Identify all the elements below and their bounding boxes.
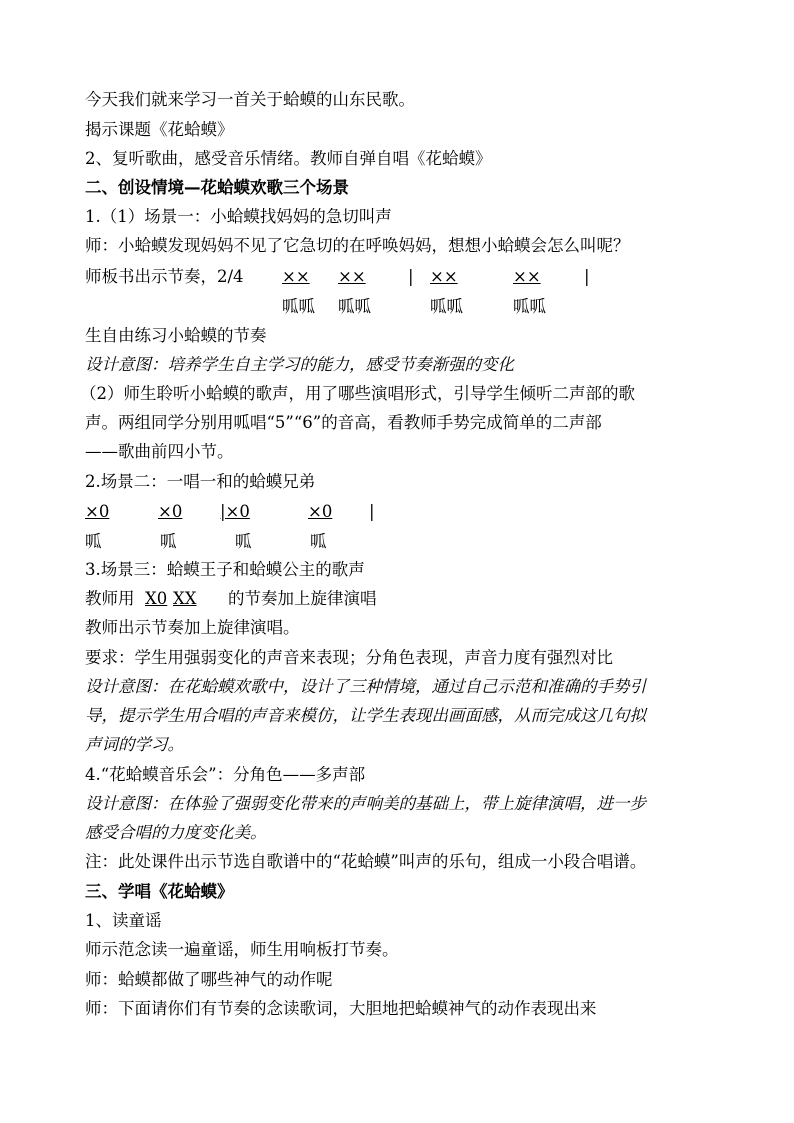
text-line: 师：小蛤蟆发现妈妈不见了它急切的在呼唤妈妈，想想小蛤蟆会怎么叫呢？ [85, 236, 630, 255]
rhythm-note: ×× [282, 267, 310, 286]
design-intent: 设计意图：培养学生自主学习的能力，感受节奏渐强的变化 [85, 355, 514, 374]
text-line: 今天我们就来学习一首关于蛤蟆的山东民歌。 [85, 90, 415, 109]
rhythm-lyric: 呱呱 [338, 297, 371, 316]
rhythm-lyric: 呱 [310, 532, 327, 551]
teacher-line-prefix: 教师用 [85, 589, 135, 608]
text-line: 2.场景二：一唱一和的蛤蟆兄弟 [85, 472, 316, 491]
text-line: 1.（1）场景一：小蛤蟆找妈妈的急切叫声 [85, 207, 392, 226]
section-heading: 二、创设情境—花蛤蟆欢歌三个场景 [85, 178, 349, 197]
text-line: 师：蛤蟆都做了哪些神气的动作呢 [85, 970, 333, 989]
rhythm-note: ×0 [85, 502, 110, 521]
text-line: 1、读童谣 [85, 911, 162, 930]
text-line: 教师出示节奏加上旋律演唱。 [85, 618, 300, 637]
barline: | [408, 267, 414, 286]
section-heading: 三、学唱《花蛤蟆》 [85, 882, 234, 901]
text-line: 揭示课题《花蛤蟆》 [85, 120, 234, 139]
rhythm-note: ×× [430, 267, 458, 286]
barline: | [584, 267, 590, 286]
rhythm-lyric: 呱呱 [513, 297, 546, 316]
text-line: ——歌曲前四小节。 [85, 442, 234, 461]
rhythm-note: ×× [338, 267, 366, 286]
text-line: （2）师生聆听小蛤蟆的歌声，用了哪些演唱形式，引导学生倾听二声部的歌 [80, 384, 635, 403]
text-line: 师示范念读一遍童谣，师生用响板打节奏。 [85, 940, 399, 959]
text-line: 4.“花蛤蟆音乐会”：分角色——多声部 [85, 765, 366, 784]
design-intent: 导，提示学生用合唱的声音来模仿，让学生表现出画面感，从而完成这几句拟 [85, 706, 646, 725]
rhythm-lyric: 呱 [160, 532, 177, 551]
text-line: 3.场景三：蛤蟆王子和蛤蟆公主的歌声 [85, 560, 365, 579]
rhythm-note: ×0 [308, 502, 333, 521]
rhythm-lyric: 呱 [85, 532, 102, 551]
text-line: 生自由练习小蛤蟆的节奏 [85, 326, 267, 345]
rhythm-note: ×× [513, 267, 541, 286]
text-line: 声。两组同学分别用呱唱“5”“6”的音高，看教师手势完成简单的二声部 [85, 413, 602, 432]
note-line: 注：此处课件出示节选自歌谱中的“花蛤蟆”叫声的乐句，组成一小段合唱谱。 [85, 852, 647, 871]
rhythm-note: XX [173, 589, 197, 608]
text-line: 师：下面请你们有节奏的念读歌词，大胆地把蛤蟆神气的动作表现出来 [85, 999, 597, 1018]
rhythm-note: |×0 [220, 502, 250, 521]
design-intent: 声词的学习。 [85, 735, 184, 754]
rhythm-lyric: 呱 [235, 532, 252, 551]
design-intent: 感受合唱的力度变化美。 [85, 823, 267, 842]
teacher-line-suffix: 的节奏加上旋律演唱 [228, 589, 377, 608]
text-line: 2、复听歌曲，感受音乐情绪。教师自弹自唱《花蛤蟆》 [85, 149, 492, 168]
rhythm-lyric: 呱呱 [430, 297, 463, 316]
text-line: 要求：学生用强弱变化的声音来表现；分角色表现，声音力度有强烈对比 [85, 648, 613, 667]
rhythm-lyric: 呱呱 [282, 297, 315, 316]
rhythm-note: ×0 [158, 502, 183, 521]
rhythm-note: X0 [145, 589, 168, 608]
barline: | [369, 502, 375, 521]
rhythm-lead: 师板书出示节奏，2/4 [85, 267, 244, 286]
design-intent: 设计意图：在体验了强弱变化带来的声响美的基础上，带上旋律演唱，进一步 [85, 794, 646, 813]
design-intent: 设计意图：在花蛤蟆欢歌中，设计了三种情境，通过自己示范和准确的手势引 [85, 677, 646, 696]
